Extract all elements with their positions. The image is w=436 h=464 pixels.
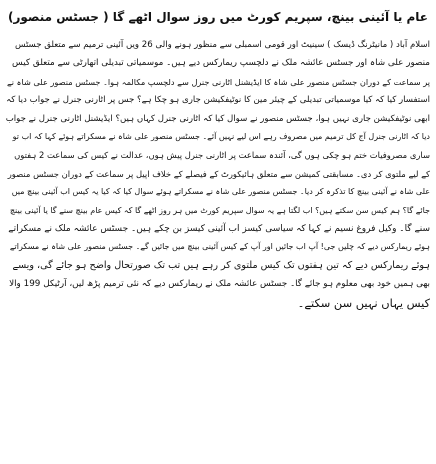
article-body-line: ساری مصروفیات ختم ہو چکی ہوں گی، آئندہ سماعت پر اٹارنی جنرل پیش ہوں، عدالت نے کیس کی سماعت 2 ہفتوں	[14, 150, 430, 161]
article-body-line: استفسار کیا کہ کیا موسمیاتی تبدیلی کے چیئر مین کا نوٹیفکیشن جاری ہو چکا ہے؟ جس پر اٹارنی جنرل نے جواب دیا کہ	[6, 95, 430, 106]
article-body-line: علی شاہ نے آئینی بینچ کا تذکرہ کر دیا۔ جسٹس منصور علی شاہ نے مسکراتے ہوئے سوال کیا کہ کیا یہ کیس اب آئینی بینچ میں	[11, 187, 430, 197]
article-headline: عام یا آئینی بینچ، سپریم کورٹ میں روز سوال اٹھے گا ( جسٹس منصور)	[7, 10, 429, 24]
article-body-line: ابھی نوٹیفکیشن جاری نہیں ہوا، جسٹس منصور نے سوال کیا کہ اٹارنی جنرل کہاں ہیں؟ ایڈیشنل اٹارنی جنرل نے جواب	[6, 113, 430, 124]
article-body-line: بھی ہمیں خود بھی معلوم ہو جائے گا۔ جسٹس عائشہ ملک نے ریمارکس دیے کہ نئی ترمیم پڑھ لیں، آرٹیکل 199 والا	[9, 279, 430, 290]
article-body-line: کیس یہاں نہیں سن سکتے۔	[297, 295, 430, 310]
article-body	[6, 36, 430, 312]
article-body-line: سنے گا۔ وکیل فروغ نسیم نے کہا کہ سیاسی کیسز اب آئینی کیسز بن چکے ہیں۔ جسٹس عائشہ ملک نے مسکراتے	[8, 224, 430, 235]
article-body-line: جائے گا؟ ہم کیس سن سکتے ہیں؟ اب لگتا ہے یہ سوال سپریم کورٹ میں ہر روز اٹھے گا کہ کیس عام بینچ سنے گا یا آئینی بینچ	[9, 205, 430, 215]
article-body-line: ہوئے ریمارکس دیے کہ تین ہفتوں تک کیس ملتوی کر رہے ہیں تب تک صورتحال واضح ہو جائے گی، ویسے	[12, 259, 430, 271]
article-body-line: پر سماعت کے دوران جسٹس منصور علی شاہ کا ایڈیشنل اٹارنی جنرل سے دلچسپ مکالمہ ہوا۔ جسٹس منصور علی شاہ نے	[7, 76, 430, 87]
news-article	[6, 4, 430, 460]
article-body-line: منصور علی شاہ اور جسٹس عائشہ ملک نے دلچسپ ریمارکس دیے ہیں۔ موسمیاتی تبدیلی اتھارٹی سے متعلق کیس	[12, 58, 430, 69]
article-body-line: اسلام آباد ( مانیٹرنگ ڈیسک ) سینیٹ اور قومی اسمبلی سے منظور ہونے والی 26 ویں آئینی ترمیم سے متعلق جسٹس	[14, 40, 430, 50]
article-body-line: کے لیے ملتوی کر دی۔ مسابقتی کمیشن سے متعلق ہائیکورٹ کے فیصلے کے خلاف اپیل پر سماعت کے دوران جسٹس منصور	[7, 168, 430, 179]
article-body-line: ہوئے ریمارکس دیے کہ چلیں جی! آپ اب جائیں اور آپ کے کیس آئینی بینچ میں جائیں گے۔ جسٹس منصور علی شاہ نے مسکراتے	[9, 242, 430, 252]
article-body-line: دیا کہ اٹارنی جنرل آج کل ترمیم میں مصروف رہے اس لیے نہیں آئے۔ جسٹس منصور علی شاہ نے مسکراتے ہوئے کہا کہ اب تو	[12, 132, 430, 142]
